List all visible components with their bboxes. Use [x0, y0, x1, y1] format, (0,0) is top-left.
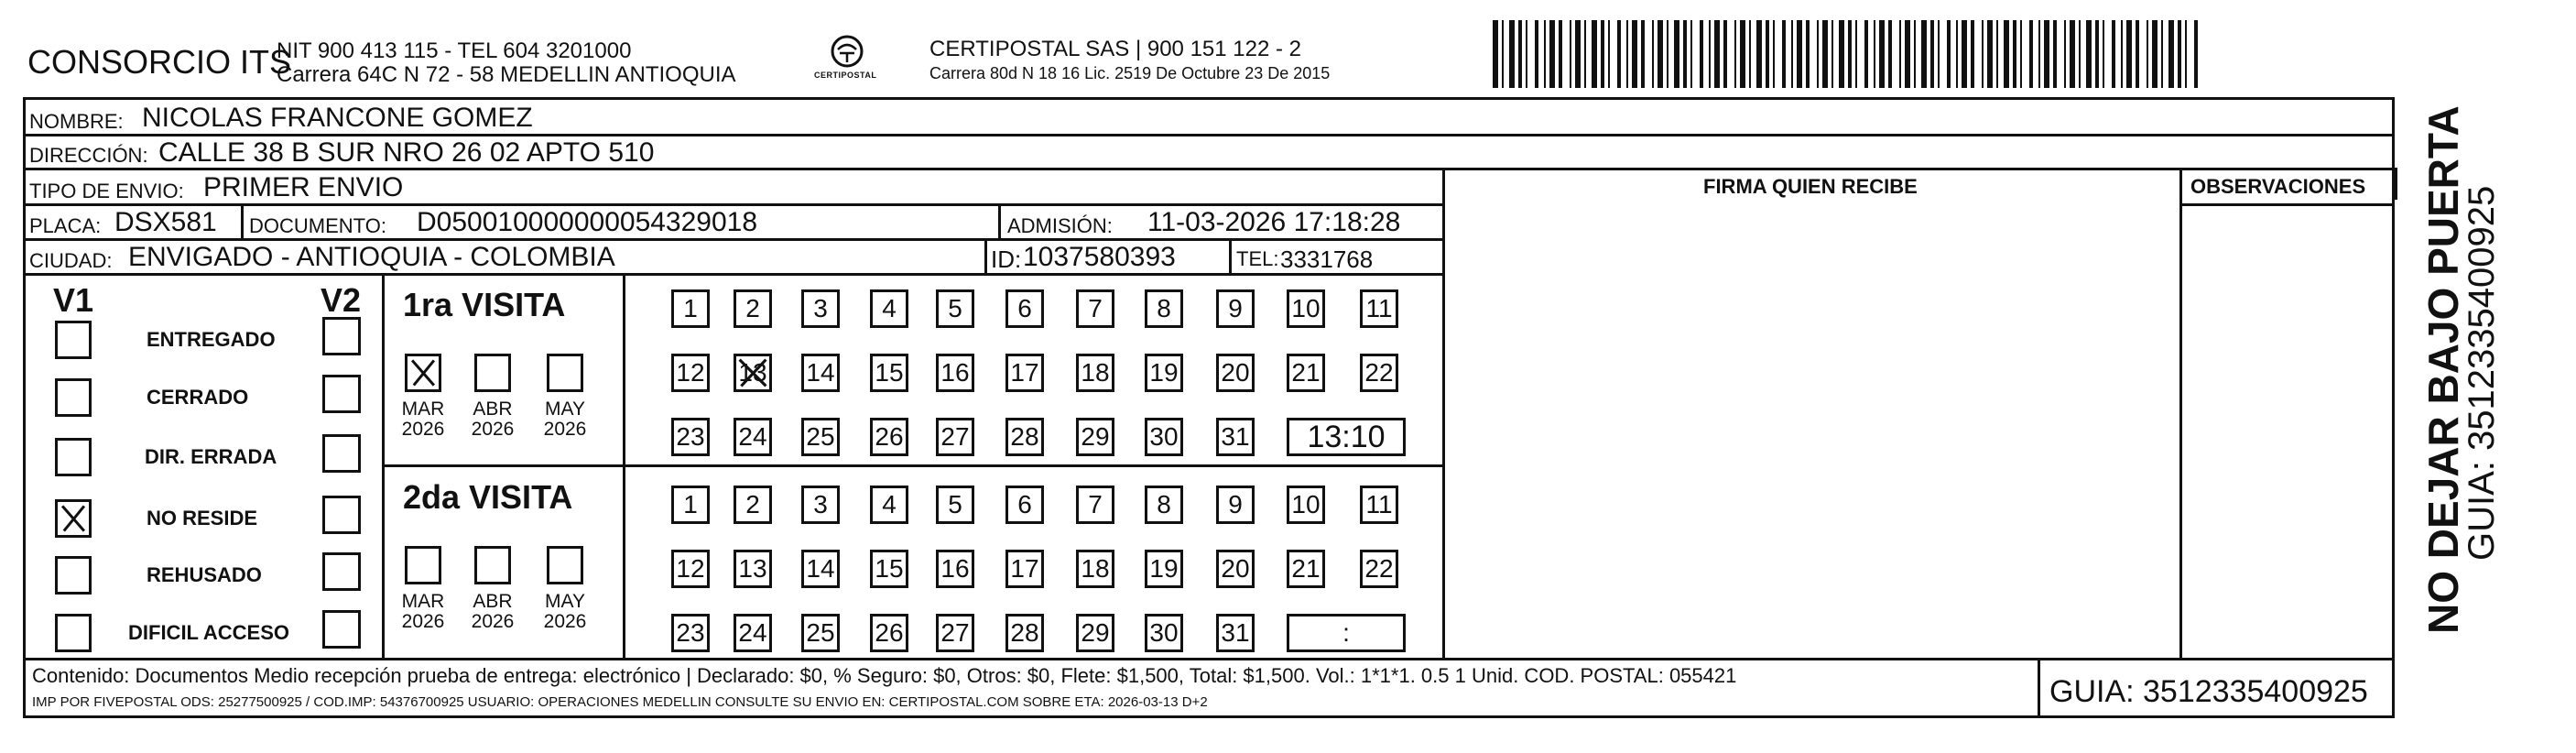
first-day-16[interactable]: 16 [936, 354, 974, 392]
first-day-31[interactable]: 31 [1216, 418, 1255, 456]
company-name: CONSORCIO ITS [27, 43, 292, 81]
v1-checkbox-0[interactable] [55, 321, 92, 359]
v2-header: V2 [321, 281, 362, 319]
second-month-name-1: ABR [473, 591, 513, 612]
first-month-name-1: ABR [473, 398, 513, 420]
second-month-year-2: 2026 [543, 611, 587, 633]
first-month-year-2: 2026 [543, 419, 587, 441]
courier-address: Carrera 80d N 18 16 Lic. 2519 De Octubre 23 De 2015 [929, 64, 1331, 82]
second-day-4[interactable]: 4 [870, 486, 908, 524]
first-day-5[interactable]: 5 [936, 289, 974, 328]
v1-checkbox-3[interactable] [55, 499, 92, 538]
first-visit-title: 1ra VISITA [403, 286, 566, 323]
second-day-22[interactable]: 22 [1360, 550, 1398, 588]
second-day-6[interactable]: 6 [1005, 486, 1044, 524]
first-day-18[interactable]: 18 [1076, 354, 1114, 392]
second-day-18[interactable]: 18 [1076, 550, 1114, 588]
first-day-1[interactable]: 1 [671, 289, 710, 328]
first-month-label-2 [536, 399, 594, 440]
first-day-19[interactable]: 19 [1145, 354, 1183, 392]
second-month-year-0: 2026 [401, 611, 445, 633]
print-info: IMP POR FIVEPOSTAL ODS: 25277500925 / COD.IMP: 54376700925 USUARIO: OPERACIONES MEDELLIN CONSULTE SU ENVIO EN: CERTIPOSTAL.COM SOBRE ETA: 2026-03-13 D+2 [32, 694, 1208, 710]
first-day-25[interactable]: 25 [801, 418, 840, 456]
first-month-checkbox-0[interactable] [405, 354, 441, 392]
company-address: Carrera 64C N 72 - 58 MEDELLIN ANTIOQUIA [277, 62, 736, 87]
v1-checkbox-1[interactable] [55, 378, 92, 417]
content-description: Contenido: Documentos Medio recepción prueba de entrega: electrónico | Declarado: $0, % Seguro: $0, Otros: $0, Flete: $1,500, Total: $1,500. Vol.: 1*1*1. 0.5 1 Unid. COD. POSTAL: 055421 [32, 664, 1737, 687]
second-day-12[interactable]: 12 [671, 550, 710, 588]
status-label-1: CERRADO [147, 386, 249, 409]
second-day-24[interactable]: 24 [734, 614, 772, 652]
second-day-19[interactable]: 19 [1145, 550, 1183, 588]
second-day-7[interactable]: 7 [1076, 486, 1114, 524]
v1-checkbox-2[interactable] [55, 438, 92, 476]
second-day-1[interactable]: 1 [671, 486, 710, 524]
second-day-16[interactable]: 16 [936, 550, 974, 588]
barcode [1493, 20, 2207, 88]
recipient-address: CALLE 38 B SUR NRO 26 02 APTO 510 [158, 137, 655, 168]
second-month-checkbox-1[interactable] [474, 546, 511, 584]
document-value: D050010000000054329018 [417, 207, 758, 237]
first-day-29[interactable]: 29 [1076, 418, 1114, 456]
second-day-10[interactable]: 10 [1287, 486, 1325, 524]
plate-label: PLACA: [29, 214, 102, 237]
second-day-17[interactable]: 17 [1005, 550, 1044, 588]
send-type-label: TIPO DE ENVIO: [29, 180, 184, 202]
second-day-11[interactable]: 11 [1360, 486, 1398, 524]
second-month-name-0: MAR [401, 591, 445, 612]
second-month-year-1: 2026 [471, 611, 515, 633]
second-day-23[interactable]: 23 [671, 614, 710, 652]
first-day-24[interactable]: 24 [734, 418, 772, 456]
first-day-23[interactable]: 23 [671, 418, 710, 456]
first-month-year-1: 2026 [471, 419, 515, 441]
first-day-4[interactable]: 4 [870, 289, 908, 328]
first-month-year-0: 2026 [401, 419, 445, 441]
city-label: CIUDAD: [29, 249, 113, 272]
first-day-30[interactable]: 30 [1145, 418, 1183, 456]
first-month-label-1 [463, 399, 522, 440]
company-nit-tel: NIT 900 413 115 - TEL 604 3201000 [277, 38, 632, 63]
first-day-2[interactable]: 2 [734, 289, 772, 328]
second-day-25[interactable]: 25 [801, 614, 840, 652]
document-label: DOCUMENTO: [249, 214, 386, 237]
status-label-0: ENTREGADO [147, 328, 276, 351]
plate-value: DSX581 [114, 207, 217, 237]
no-leave-under-door-warning: NO DEJAR BAJO PUERTA [2419, 105, 2467, 634]
first-day-14[interactable]: 14 [801, 354, 840, 392]
v2-checkbox-4[interactable] [322, 552, 361, 591]
v2-checkbox-5[interactable] [322, 610, 361, 649]
first-day-11[interactable]: 11 [1360, 289, 1398, 328]
send-type: PRIMER ENVIO [203, 172, 404, 202]
first-day-9[interactable]: 9 [1216, 289, 1255, 328]
first-month-checkbox-2[interactable] [547, 354, 583, 392]
second-month-name-2: MAY [545, 591, 585, 612]
second-day-14[interactable]: 14 [801, 550, 840, 588]
footer-guide-number: GUIA: 3512335400925 [2049, 674, 2368, 709]
tel-label: TEL: [1236, 247, 1279, 270]
second-day-30[interactable]: 30 [1145, 614, 1183, 652]
first-day-22[interactable]: 22 [1360, 354, 1398, 392]
v1-checkbox-5[interactable] [55, 614, 92, 652]
second-time-field[interactable]: : [1287, 614, 1406, 652]
status-label-5: DIFICIL ACCESO [128, 621, 290, 644]
second-month-checkbox-2[interactable] [547, 546, 583, 584]
name-label: NOMBRE: [29, 110, 124, 133]
second-day-2[interactable]: 2 [734, 486, 772, 524]
recipient-name: NICOLAS FRANCONE GOMEZ [142, 103, 533, 133]
first-day-3[interactable]: 3 [801, 289, 840, 328]
second-day-9[interactable]: 9 [1216, 486, 1255, 524]
id-label: ID: [991, 246, 1022, 273]
courier-name: CERTIPOSTAL SAS | 900 151 122 - 2 [929, 37, 1301, 61]
first-day-12[interactable]: 12 [671, 354, 710, 392]
admission-label: ADMISIÓN: [1007, 214, 1113, 237]
first-day-8[interactable]: 8 [1145, 289, 1183, 328]
second-month-label-2 [536, 592, 594, 632]
v1-header: V1 [53, 281, 94, 319]
first-day-28[interactable]: 28 [1005, 418, 1044, 456]
status-label-4: REHUSADO [147, 563, 262, 586]
logo-text: CERTIPOSTAL [814, 71, 877, 80]
first-day-6[interactable]: 6 [1005, 289, 1044, 328]
first-day-13[interactable]: 13 [734, 354, 772, 392]
second-month-label-1 [463, 592, 522, 632]
first-day-27[interactable]: 27 [936, 418, 974, 456]
second-day-13[interactable]: 13 [734, 550, 772, 588]
first-day-15[interactable]: 15 [870, 354, 908, 392]
first-day-10[interactable]: 10 [1287, 289, 1325, 328]
second-month-label-0 [394, 592, 452, 632]
signature-header: FIRMA QUIEN RECIBE [1703, 175, 1918, 198]
v2-checkbox-1[interactable] [322, 375, 361, 413]
second-day-5[interactable]: 5 [936, 486, 974, 524]
second-visit-title: 2da VISITA [403, 478, 573, 516]
first-time-field[interactable]: 13:10 [1287, 418, 1406, 456]
v2-checkbox-0[interactable] [322, 317, 361, 355]
city-value: ENVIGADO - ANTIOQUIA - COLOMBIA [128, 242, 615, 272]
second-day-26[interactable]: 26 [870, 614, 908, 652]
second-day-29[interactable]: 29 [1076, 614, 1114, 652]
second-day-21[interactable]: 21 [1287, 550, 1325, 588]
status-label-3: NO RESIDE [147, 507, 258, 529]
first-day-7[interactable]: 7 [1076, 289, 1114, 328]
second-month-checkbox-0[interactable] [405, 546, 441, 584]
tel-value: 3331768 [1280, 246, 1374, 273]
second-day-28[interactable]: 28 [1005, 614, 1044, 652]
first-month-name-2: MAY [545, 398, 585, 420]
first-day-21[interactable]: 21 [1287, 354, 1325, 392]
status-label-2: DIR. ERRADA [145, 445, 277, 468]
v1-checkbox-4[interactable] [55, 556, 92, 595]
first-month-label-0 [394, 399, 452, 440]
side-guide-number: GUIA: 3512335400925 [2462, 185, 2502, 561]
second-day-8[interactable]: 8 [1145, 486, 1183, 524]
observations-header: OBSERVACIONES [2190, 175, 2366, 198]
first-day-17[interactable]: 17 [1005, 354, 1044, 392]
second-day-27[interactable]: 27 [936, 614, 974, 652]
v2-checkbox-2[interactable] [322, 434, 361, 473]
second-day-3[interactable]: 3 [801, 486, 840, 524]
certipostal-logo [810, 31, 884, 86]
address-label: DIRECCIÓN: [29, 144, 148, 167]
first-month-name-0: MAR [401, 398, 445, 420]
second-day-31[interactable]: 31 [1216, 614, 1255, 652]
first-day-20[interactable]: 20 [1216, 354, 1255, 392]
second-day-20[interactable]: 20 [1216, 550, 1255, 588]
first-month-checkbox-1[interactable] [474, 354, 511, 392]
v2-checkbox-3[interactable] [322, 496, 361, 534]
first-day-26[interactable]: 26 [870, 418, 908, 456]
admission-value: 11-03-2026 17:18:28 [1147, 207, 1401, 237]
id-value: 1037580393 [1023, 242, 1176, 272]
second-day-15[interactable]: 15 [870, 550, 908, 588]
